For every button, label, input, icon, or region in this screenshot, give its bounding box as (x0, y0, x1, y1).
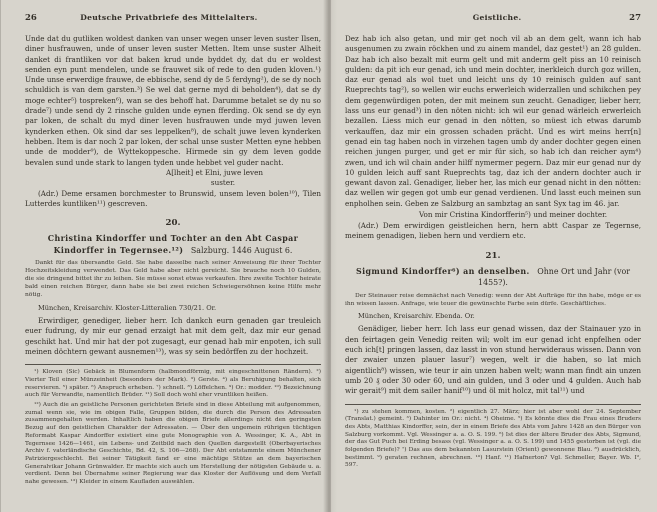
page-gutter-shadow (323, 0, 337, 512)
left-footnotes-2: ¹²) Auch die an geistliche Personen gerichteten Briefe sind in diese Abteilung mit aufgenommen, zumal wenn sie, wie im obigen Falle, Gruppen bilden, die durch die Person des Adressaten zusammengehalten werden. Inhaltlich haben die obigen Briefe allerdings nicht den geringsten Bezug auf den geistlichen Charakter der Adressaten. — Über den ungemein rührigen tüchtigen Reformabt Kaspar Aindorffer existiert eine gute Monographie von A. Wessinger, K. A., Abt in Tegernsee 1426—1461, ein Lebens- und Zeitbild nach den Quellen dargestellt (Oberbayerisches Archiv f. vaterländische Geschichte, Bd. 42, S. 106—268). Der Abt entstammte einem Münchener Patriziergeschlecht. Bei seiner Tätigkeit fand er eine mächtige Stütze an dem bayerischen Generalvikar Johann Grünwalder. Er machte sich auch um Herstellung der nötigsten Gebäude u. a. verdient. Denn bei Übernahme seiner Regierung war das Kloster der Auflösung und dem Verfall nahe gewesen. ¹³) Kleider in einem Kaufladen auswählen. (25, 401, 321, 486)
letter19-body: Unde dat du gutliken woldest danken van unser wegen unser leven suster Ilsen, diner husfrauwen, unde of unser leven suster Metten. Item unse suster Alheit danket di frantliken vor dat baken krud unde byddet dy, dat du er woldest senden eyn punt mendelen, unde se frauwet sik of rede to den guden kloven.¹) Unde unse erwerdige frauwe, de ebbische, send dy de 5 ferdyng²), de se dy noch schuldich is van dem garsten.³) Se wel dat gerne myd di beholden⁴), dat se dy moge echter⁵) tospreken⁶), wan se des behoff hat. Darumme betalet se dy nu so drade⁷) unde send dy 2 rinsche gulden unde eynen fferding. Ok send se dy eyn par loken, de schalt du myd diner leven husfrauwen unde myd juwen leven kynderken ethen. Ok sind dar ses leppelken⁸), de schalt juwe leven kynderken hebben. Item is dar noch 2 par loken, der schal unse suster Metten eyne hebben unde de modder⁹), de Wyttekoppesche. Hirmede sin gy dem leven godde bevalen sund unde stark to langen tyden unde hebbet vel guder nacht. (25, 34, 321, 167)
letter20-signature: Von mir Cristina Kindorfferin⁵) und meiner dochter. (418, 210, 608, 220)
right-page-header (345, 13, 641, 23)
letter20-heading (25, 233, 321, 256)
letter19-signature (25, 168, 321, 188)
letter20-address: (Adr.) Dem erwirdigen geistleichen hern, hern abtt Caspar ze Tegernse, meinem genadigen, lieben hern und verdiern etc. (345, 221, 641, 241)
letter20-body: Erwirdiger, genediger, lieber herr. Ich dankch eurn genaden gar treuleich euer fudrung, dy mir eur genad erzaigt hat mit dem gelt, daz mir eur genad geschikt hat. Und mir hat der pot zugesagt, eur genad hab mir enpoten, ich sull meinen döchtern gewant ausnemen¹³), was sy sein bedörffen zu der hochzeit. (25, 315, 321, 356)
letter21-heading (345, 266, 641, 289)
right-page (331, 0, 657, 512)
letter20-regest: Dankt für das übersandte Geld. Sie habe dasselbe nach seiner Anweisung für ihrer Tochter Hochzeitskleidung verwendet. Das Geld habe aber nicht gereicht. Sie brauche noch 10 Gulden, die sie dringend bittet ihr zu leihen. Sie müsse sonst etwas verkaufen. Ihre zweite Tochter heirate bald einen reichen Bürger, dann habe sie bei zwei reichen Schwiegersöhnen keine Hilfe mehr nötig. (25, 260, 321, 299)
letter20-body-continued: Dez hab ich also getan, und mir get noch vil ab an dem gelt, wann ich hab ausgenumen zu zwain röckhen und zu ainem mandel, daz gestet¹) an 28 gulden. Daz hab ich also bezalt mit eurm gelt und mit anderm gelt piss an 10 reinisch gulden: da pit ich eur genad, ich und mein dochter, inerkleich durch goz willen, daz eur genad als wol tuet und leicht uns dy 10 reinisch gulden auf sant Rueprechts tag²), so wellen wir euchs erwerleich widerzallen und schikchen pey dem gegenwürdigen poten, der mit meinem sun zeucht. Genadiger, lieber herr, lass uns eur genad³) in den nöten nicht: ich wil eur genad wärleich erwerleich bezallen. Liess mich eur genad in den nötten, so müest ich etwas darumb verkauffen, daz mir ein grossen schaden prächt. Und es wirt meins herr[n] genad ein tag haben noch in virzehen tagen umb dy ander dochter gegen einen reichen jungen purger, und get er mir für sich, so hab ich dan reicher aym⁴) zwen, und ich wil chain ander hilff nymermer pegern. Daz mir eur genad nur dy 10 gulden leich auff sant Rueprechts tag, daz ich der andern dochter auch ir gewant davon zal. Genadiger, lieber her, las mich eur genad nicht in den nötten: daz wellen wir gegen got umb eur genad verdienen. Und lasst euch meinen sun enpholhen sein. Geben ze Salzburg an sambztag an sant Syx tag im 46. jar. (345, 34, 641, 208)
letter21-body: Genädiger, lieber herr. Ich lass eur genad wissen, daz der Stainauer yzo in den feirtagen gein Venedig reiten wil; wolt im eur genad icht enpfelhen oder euch ich[t] pringen lassen, daz lasst in von stund herwideraus wissen. Dann von der zwaier unzen plauer lasur⁷) wegen, welt ir die haben, so lat mich aigentlich⁸) wissen, wie teur ir ain unzen haben welt; wann man findt ain unzen umb 20 ₰ oder 30 oder 60, und ain gulden, und 3 oder und 4 gulden. Auch hab wir gerait⁹) mit dem sailer hanif¹⁰) und öl mit holcz, mit tal¹¹) und (345, 324, 641, 396)
letter21-title: Sigmund Kindorffer⁶) an denselben. (356, 266, 530, 276)
left-page-header (25, 13, 321, 23)
letter21-source: München, Kreisarchiv. Ebenda. Or. (358, 312, 475, 321)
right-running-title: Geistliche. (472, 13, 522, 22)
signature-line-2: suster. (210, 177, 235, 187)
signature-line-1: A[lheit] et Elni, juwe leven (166, 167, 263, 177)
left-running-title: Deutsche Privatbriefe des Mittelalters. (80, 13, 258, 22)
left-footnotes-1: ¹) Kloven (Sic) Gebäck in Blumenform (halbmondförmig, mit eingeschnittenen Rändern). ²) Vierter Teil einer Münzeinheit (besonders der Mark). ³) Gerste. ⁴) als Beruhigung behalten, sich reservieren. ⁵) später. ⁶) Anspruch erheben. ⁷) schnell. ⁸) Löffelchen. ⁹) Or.: modder. ¹⁰) Bezeichnung auch für Verwandte, namentlich Brüder. ¹¹) Soll doch wohl eher vruntliken heißen. (25, 369, 321, 399)
right-page-number: 27 (629, 13, 641, 23)
left-page-number: 26 (25, 13, 37, 23)
footnote-rule (25, 364, 321, 365)
footnote-rule (345, 404, 641, 405)
letter21-date: Ohne Ort und Jahr (vor 1455?). (478, 266, 630, 288)
letter20-number: 20. (165, 218, 181, 229)
letter20-source: München, Kreisarchiv. Kloster-Litteralien 730/21. Or. (38, 303, 217, 312)
right-footnotes: ¹) zu stehen kommen, kosten. ²) eigentlich 27. März; hier ist aber wohl der 24. September (Translat.) gemeint. ³) Dahinter im Or.: nicht. ⁴) Oheime. ⁵) Es könnte dies die Frau eines Bruders des Abts, Matthias Kindorffer, sein, der in einem Briefe des Abts vom Jahre 1428 an den Bürger von Salzburg vorkommt. Vgl. Wessinger a. a. O. S. 199. ⁶) Ist dies der ältere Bruder des Abts, Sigmund, der das Gut Puch bei Erding besass (vgl. Wessinger a. a. O. S. 199) und 1455 gestorben ist (vgl. die folgenden Briefe)? ⁷) Das aus dem bekannten Lasurstein (Orient) gewonnene Blau. ⁸) ausdrücklich, bestimmt. ⁹) geraten rechnen, abrechnen. ¹⁰) Hanf. ¹¹) Hafnerton? Vgl. Schmeller, Bayer. Wb. I², 597. (345, 408, 641, 469)
letter21-number: 21. (485, 250, 501, 261)
letter21-regest: Der Steinauer reise demnächst nach Venedig: wenn der Abt Aufträge für ihn habe, möge er es ihn wissen lassen. Anfrage, wie teuer die gewünschte Farbe sein dürfe. Geschäftliches. (345, 292, 641, 307)
letter19-address: (Adr.) Deme ersamen borchmester to Brunswid, unsem leven bolen¹⁰), Tilen Lutterdes kuntliken¹¹) gescreven. (25, 188, 321, 209)
letter20-date: Salzburg. 1446 August 6. (190, 245, 293, 255)
letter20-title: Christina Kindorffer und Tochter an den Abt Caspar Kindorffer in Tegernsee.¹²) (47, 234, 299, 255)
